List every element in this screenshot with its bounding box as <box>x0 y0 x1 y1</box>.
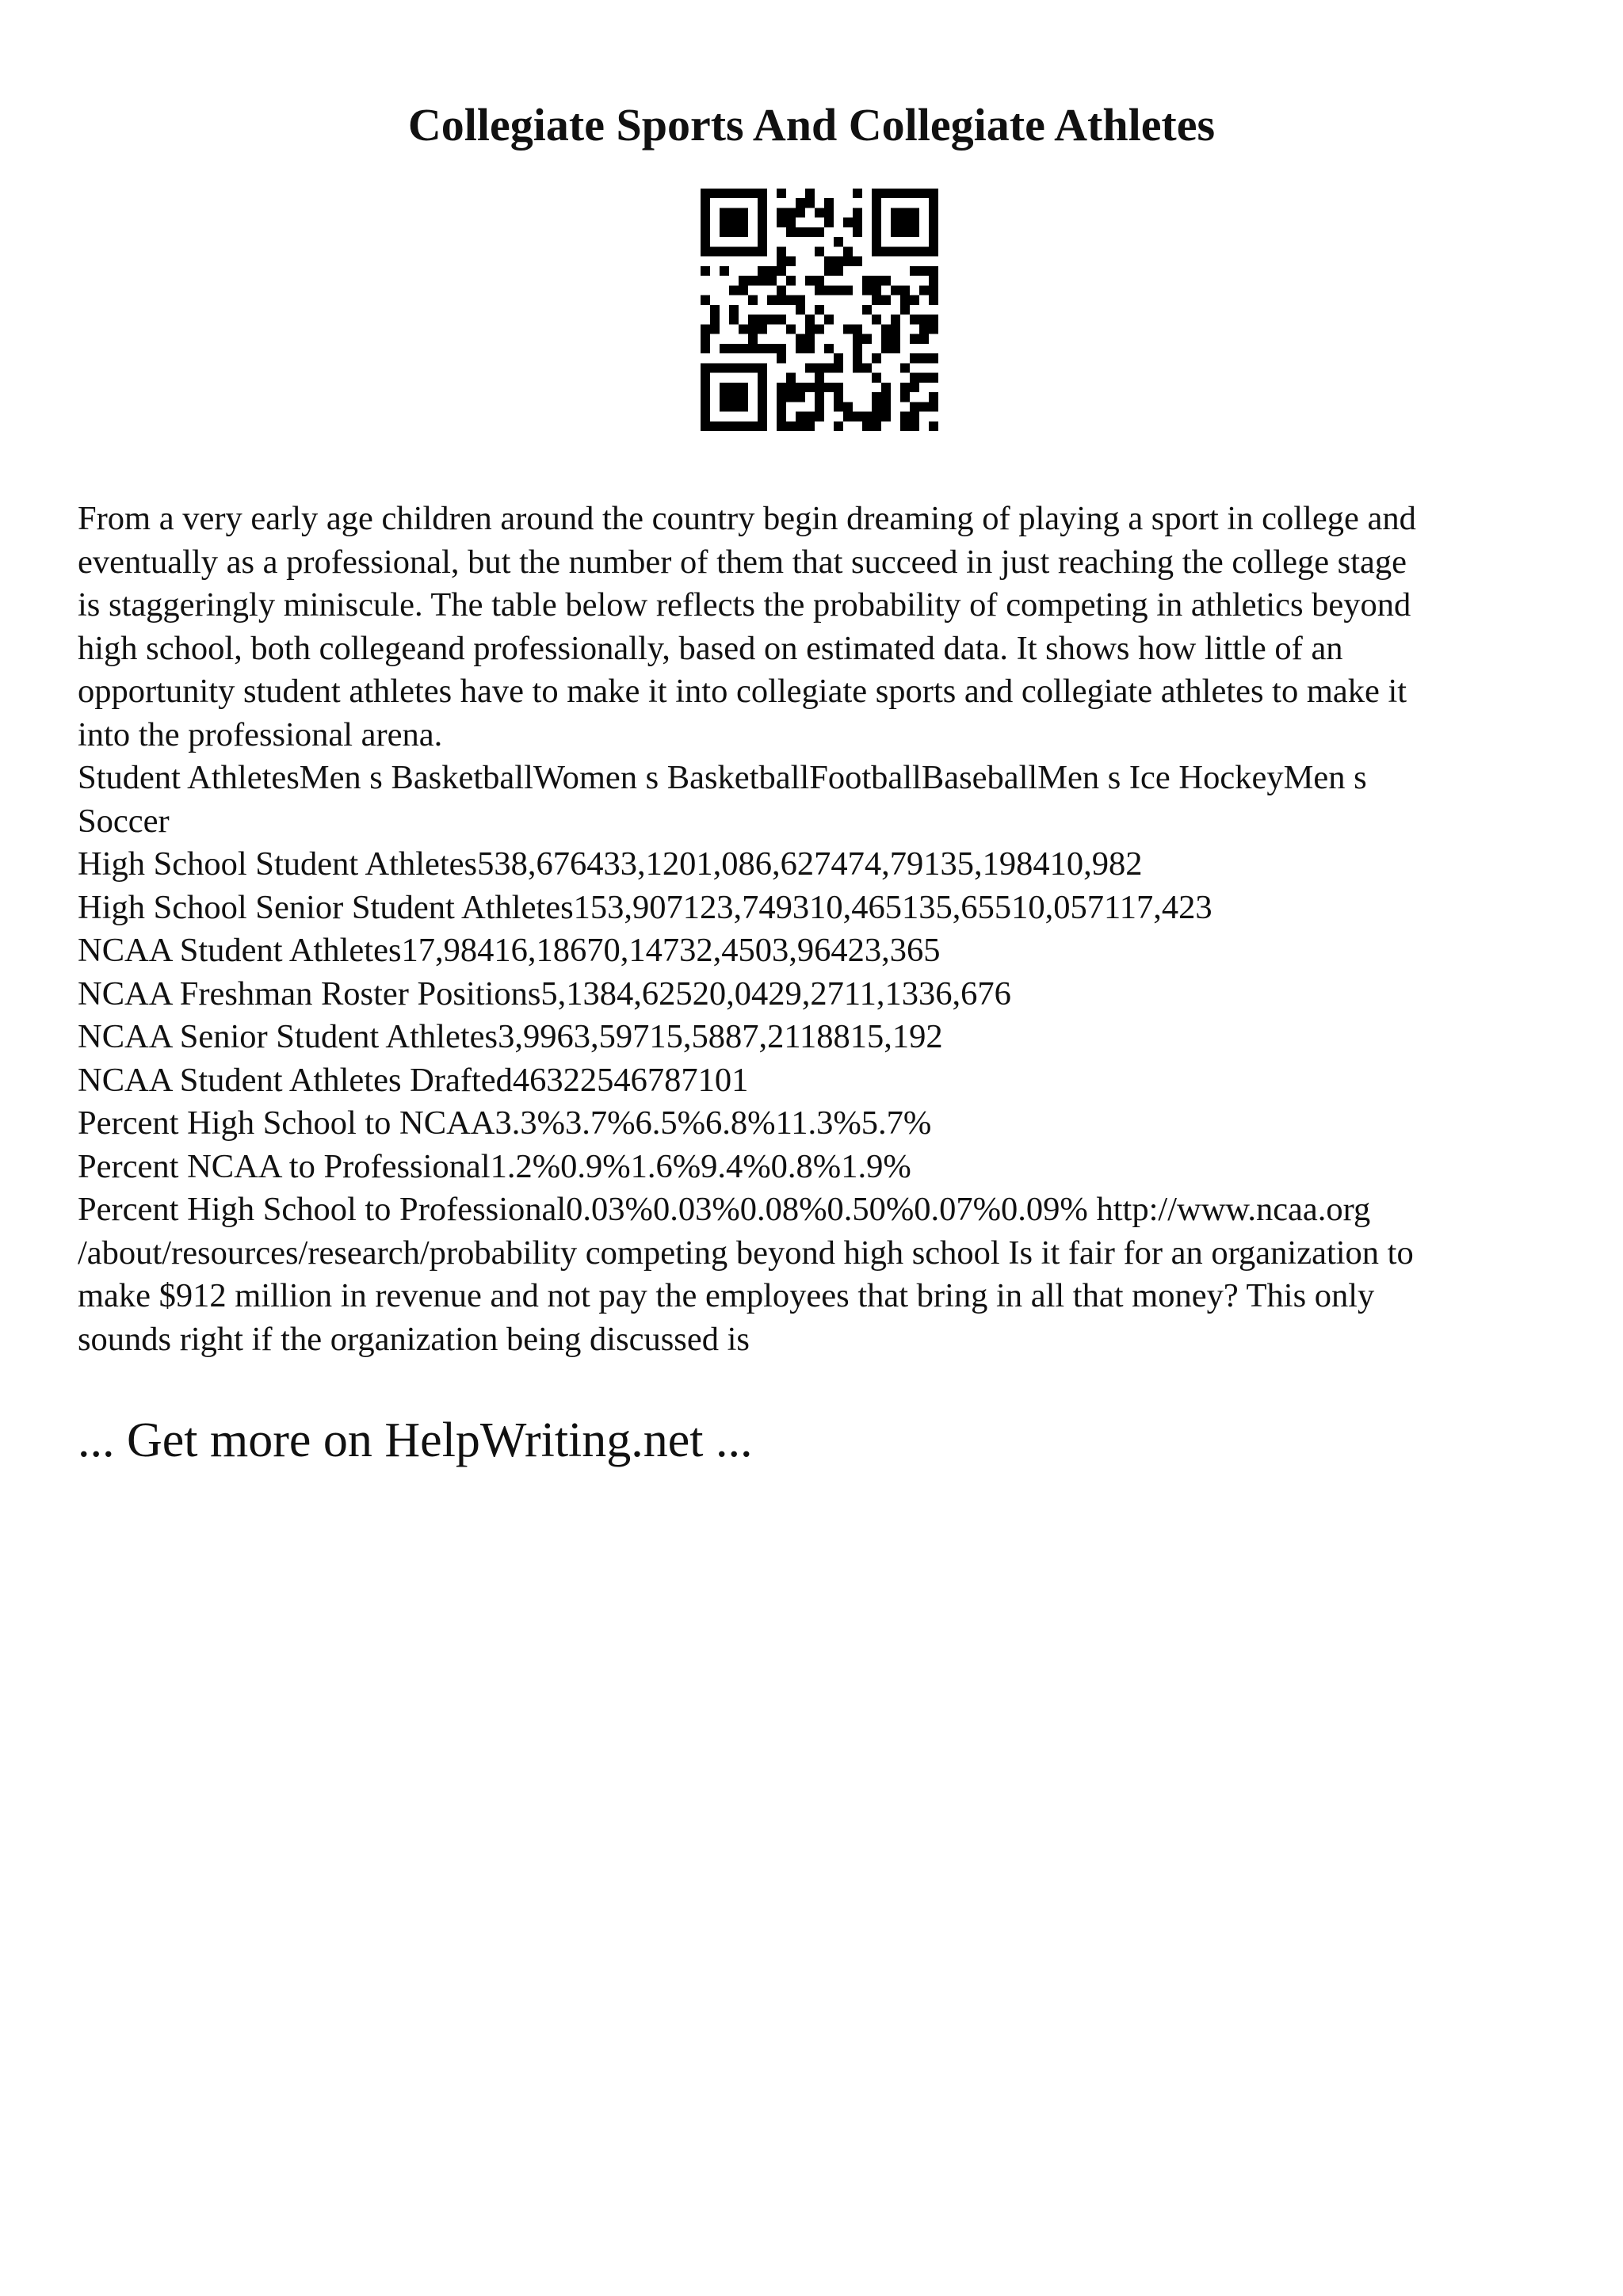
document-body <box>78 498 1560 1361</box>
document-title: Collegiate Sports And Collegiate Athletes <box>407 99 1216 151</box>
body-line: Soccer <box>78 802 170 840</box>
body-line: NCAA Senior Student Athletes3,9963,59715,5887,2118815,192 <box>78 1018 943 1055</box>
body-line: Percent NCAA to Professional1.2%0.9%1.6%9.4%0.8%1.9% <box>78 1147 911 1185</box>
get-more-link[interactable]: ... Get more on HelpWriting.net ... <box>78 1413 753 1467</box>
qr-code-graphic <box>701 189 938 431</box>
body-line: eventually as a professional, but the number of them that succeed in just reaching the college stage <box>78 543 1407 581</box>
body-line: NCAA Student Athletes17,98416,18670,14732,4503,96423,365 <box>78 932 941 969</box>
body-line: Student AthletesMen s BasketballWomen s BasketballFootballBaseballMen s Ice HockeyMen s <box>78 759 1367 796</box>
body-line: High School Senior Student Athletes153,907123,749310,465135,65510,057117,423 <box>78 888 1212 926</box>
body-line: /about/resources/research/probability competing beyond high school Is it fair for an organization to <box>78 1234 1414 1272</box>
body-line: NCAA Freshman Roster Positions5,1384,62520,0429,2711,1336,676 <box>78 974 1011 1013</box>
body-line: is staggeringly miniscule. The table below reflects the probability of competing in athletics beyond <box>78 586 1411 624</box>
body-line: make $912 million in revenue and not pay the employees that bring in all that money? This only <box>78 1277 1375 1314</box>
body-line: into the professional arena. <box>78 715 443 753</box>
qr-code-icon[interactable] <box>701 189 938 431</box>
body-line: NCAA Student Athletes Drafted46322546787101 <box>78 1061 749 1099</box>
body-line: sounds right if the organization being discussed is <box>78 1320 750 1358</box>
body-line: Percent High School to NCAA3.3%3.7%6.5%6.8%11.3%5.7% <box>78 1104 932 1142</box>
body-line: opportunity student athletes have to make it into collegiate sports and collegiate athletes to make it <box>78 673 1407 710</box>
body-line: high school, both collegeand professionally, based on estimated data. It shows how little of an <box>78 629 1343 667</box>
body-line: High School Student Athletes538,676433,1201,086,627474,79135,198410,982 <box>78 845 1143 883</box>
body-line: From a very early age children around the country begin dreaming of playing a sport in college and <box>78 500 1416 537</box>
body-line: Percent High School to Professional0.03%0.03%0.08%0.50%0.07%0.09% http://www.ncaa.org <box>78 1191 1371 1228</box>
